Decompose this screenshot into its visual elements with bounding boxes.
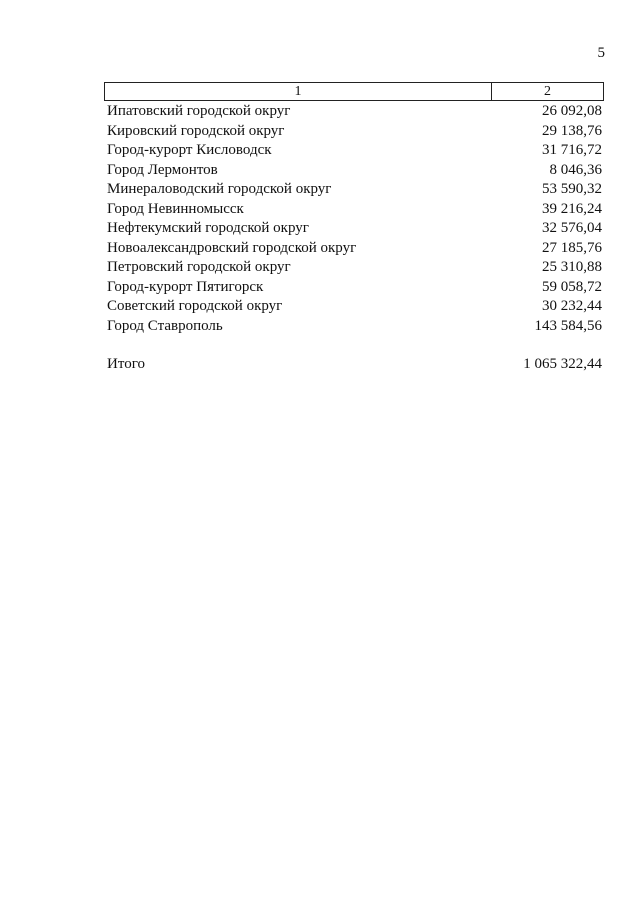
row-value: 30 232,44	[542, 298, 602, 314]
table-row	[104, 141, 604, 161]
table-row	[104, 219, 604, 239]
row-name: Минераловодский городской округ	[107, 181, 332, 197]
row-name: Кировский городской округ	[107, 122, 285, 139]
allocation-table	[104, 82, 604, 375]
row-value: 26 092,08	[542, 103, 602, 119]
table-row	[104, 122, 604, 142]
table-row	[104, 278, 604, 298]
row-name: Город Ставрополь	[107, 317, 223, 334]
row-name: Город Лермонтов	[107, 161, 218, 178]
page-number: 5	[597, 45, 605, 61]
table-row	[104, 180, 604, 200]
row-value: 32 576,04	[542, 220, 602, 236]
total-label: Итого	[107, 356, 145, 372]
table-row	[104, 297, 604, 317]
table-row	[104, 102, 604, 122]
row-value: 8 046,36	[549, 161, 602, 178]
table-header-col-2: 2	[544, 84, 551, 99]
total-value: 1 065 322,44	[523, 356, 602, 372]
table-header-row	[104, 82, 604, 101]
total-row	[104, 355, 604, 375]
row-value: 27 185,76	[542, 239, 602, 256]
table-row	[104, 161, 604, 181]
row-name: Новоалександровский городской округ	[107, 239, 357, 256]
row-value: 31 716,72	[542, 142, 602, 158]
row-value: 59 058,72	[542, 278, 602, 295]
row-value: 39 216,24	[542, 200, 602, 217]
row-name: Нефтекумский городской округ	[107, 220, 309, 236]
table-header-col-1: 1	[105, 83, 492, 100]
row-value: 29 138,76	[542, 122, 602, 139]
table-row	[104, 258, 604, 278]
row-value: 53 590,32	[542, 181, 602, 197]
table-body	[104, 102, 604, 336]
row-name: Советский городской округ	[107, 298, 283, 314]
table-row	[104, 239, 604, 259]
row-value: 25 310,88	[542, 259, 602, 275]
row-name: Город-курорт Пятигорск	[107, 278, 264, 295]
row-name: Петровский городской округ	[107, 259, 291, 275]
row-name: Ипатовский городской округ	[107, 103, 291, 119]
row-value: 143 584,56	[534, 317, 602, 334]
row-name: Город-курорт Кисловодск	[107, 142, 272, 158]
row-name: Город Невинномысск	[107, 200, 244, 217]
table-row	[104, 317, 604, 337]
table-row	[104, 200, 604, 220]
